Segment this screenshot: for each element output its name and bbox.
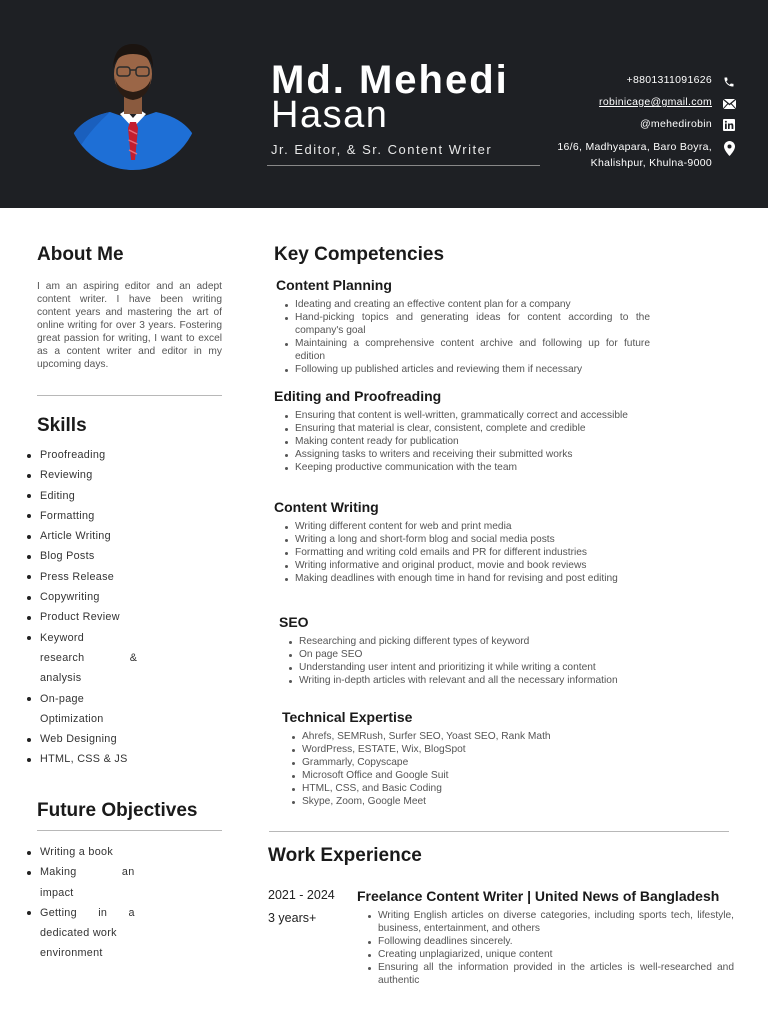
phone-icon <box>722 75 736 89</box>
divider <box>269 831 729 832</box>
job-duties-list <box>366 910 734 987</box>
list-item: HTML, CSS, and Basic Coding <box>290 783 650 796</box>
list-item: research & <box>40 651 138 664</box>
list-item: Hand-picking topics and generating ideas for content according to the company's goal <box>283 312 650 338</box>
list-item: Writing English articles on diverse categories, including sports tech, lifestyle, business, entertainment, and others <box>366 910 734 936</box>
competencies-heading: Key Competencies <box>274 244 445 265</box>
divider <box>267 165 540 166</box>
work-heading: Work Experience <box>268 845 422 866</box>
list-item: Keyword <box>27 628 217 648</box>
first-name: Md. Mehedi <box>271 58 509 102</box>
list-item: Skype, Zoom, Google Meet <box>290 796 650 809</box>
list-item: dedicated work <box>40 927 117 940</box>
list-item: Proofreading <box>27 445 217 465</box>
divider <box>37 395 222 396</box>
list-item: Article Writing <box>27 526 217 546</box>
list-item: Understanding user intent and prioritizing it while writing a content <box>287 662 653 675</box>
section-title: Editing and Proofreading <box>274 388 442 404</box>
list-item: Writing different content for web and print media <box>283 521 650 534</box>
list-item: analysis <box>40 672 82 685</box>
list-item: environment <box>40 947 103 960</box>
list-item: Making deadlines with enough time in hand for revising and post editing <box>283 573 650 586</box>
section-title: Content Planning <box>276 277 392 293</box>
last-name: Hasan <box>271 94 389 136</box>
list-item: Ensuring that material is clear, consistent, complete and credible <box>283 423 650 436</box>
skills-heading: Skills <box>37 415 87 436</box>
job-role: Jr. Editor, & Sr. Content Writer <box>271 142 493 157</box>
list-item: Copywriting <box>27 587 217 607</box>
job-title: Freelance Content Writer | United News of Bangladesh <box>357 888 720 904</box>
list-item: Writing in-depth articles with relevant and all the necessary information <box>287 675 653 688</box>
list-item: Web Designing <box>27 729 217 749</box>
list-item: Product Review <box>27 607 217 627</box>
linkedin-handle[interactable]: @mehedirobin <box>639 118 712 130</box>
divider <box>37 830 222 831</box>
list-item: impact <box>40 886 74 899</box>
list-item: Maintaining a comprehensive content archive and following up for future edition <box>283 338 650 364</box>
mail-icon <box>722 97 736 111</box>
list-item: Creating unplagiarized, unique content <box>366 949 734 962</box>
list-item: On-page <box>27 689 217 709</box>
profile-photo <box>70 40 196 170</box>
list-item: Following up published articles and reviewing them if necessary <box>283 364 650 377</box>
list-item: Optimization <box>40 712 104 725</box>
section-title: SEO <box>279 614 309 630</box>
linkedin-icon <box>722 118 736 132</box>
address-line-2: Khalishpur, Khulna-9000 <box>590 157 712 169</box>
phone-number: +8801311091626 <box>626 74 712 86</box>
list-item: Editing <box>27 486 217 506</box>
list-item: On page SEO <box>287 649 653 662</box>
list-item: Making an <box>27 862 217 882</box>
list-item: Keeping productive communication with the team <box>283 462 650 475</box>
list-item: Ensuring that content is well-written, grammatically correct and accessible <box>283 410 650 423</box>
location-pin-icon <box>722 141 736 155</box>
list-item: Writing a book <box>27 842 217 862</box>
address-line-1: 16/6, Madhyapara, Baro Boyra, <box>557 141 712 153</box>
list-item: Making content ready for publication <box>283 436 650 449</box>
section-title: Content Writing <box>274 499 379 515</box>
list-item: Blog Posts <box>27 546 217 566</box>
list-item: Grammarly, Copyscape <box>290 757 650 770</box>
about-heading: About Me <box>37 244 124 265</box>
list-item: Formatting <box>27 506 217 526</box>
objectives-list <box>27 842 217 964</box>
content-planning-list <box>283 299 650 376</box>
list-item: Ahrefs, SEMRush, Surfer SEO, Yoast SEO, Rank Math <box>290 731 650 744</box>
list-item: Formatting and writing cold emails and PR for different industries <box>283 547 650 560</box>
list-item: Reviewing <box>27 465 217 485</box>
section-title: Technical Expertise <box>282 709 413 725</box>
editing-list <box>283 410 650 475</box>
list-item: Researching and picking different types of keyword <box>287 636 653 649</box>
list-item: Press Release <box>27 567 217 587</box>
list-item: Writing a long and short-form blog and social media posts <box>283 534 650 547</box>
email-link[interactable]: robinicage@gmail.com <box>599 96 712 108</box>
list-item: Microsoft Office and Google Suit <box>290 770 650 783</box>
list-item: Ideating and creating an effective content plan for a company <box>283 299 650 312</box>
about-text: I am an aspiring editor and an adept content writer. I have been writing content years and mastering the art of online writing for over 3 years. Fostering great passion for writing, I want to excel as a content writer and editor in my upcoming days. <box>37 281 222 370</box>
work-duration: 3 years+ <box>268 911 317 925</box>
list-item: Ensuring all the information provided in the articles is well-researched and authentic <box>366 962 734 988</box>
list-item: HTML, CSS & JS <box>27 749 217 769</box>
content-writing-list <box>283 521 650 586</box>
list-item: Getting in a <box>27 903 217 923</box>
list-item: Following deadlines sincerely. <box>366 936 734 949</box>
seo-list <box>287 636 653 688</box>
list-item: WordPress, ESTATE, Wix, BlogSpot <box>290 744 650 757</box>
skills-list <box>27 445 217 770</box>
technical-list <box>290 731 650 808</box>
work-dates: 2021 - 2024 <box>268 888 335 902</box>
objectives-heading: Future Objectives <box>37 800 198 821</box>
list-item: Assigning tasks to writers and receiving their submitted works <box>283 449 650 462</box>
resume-header <box>0 0 768 208</box>
list-item: Writing informative and original product, movie and book reviews <box>283 560 650 573</box>
